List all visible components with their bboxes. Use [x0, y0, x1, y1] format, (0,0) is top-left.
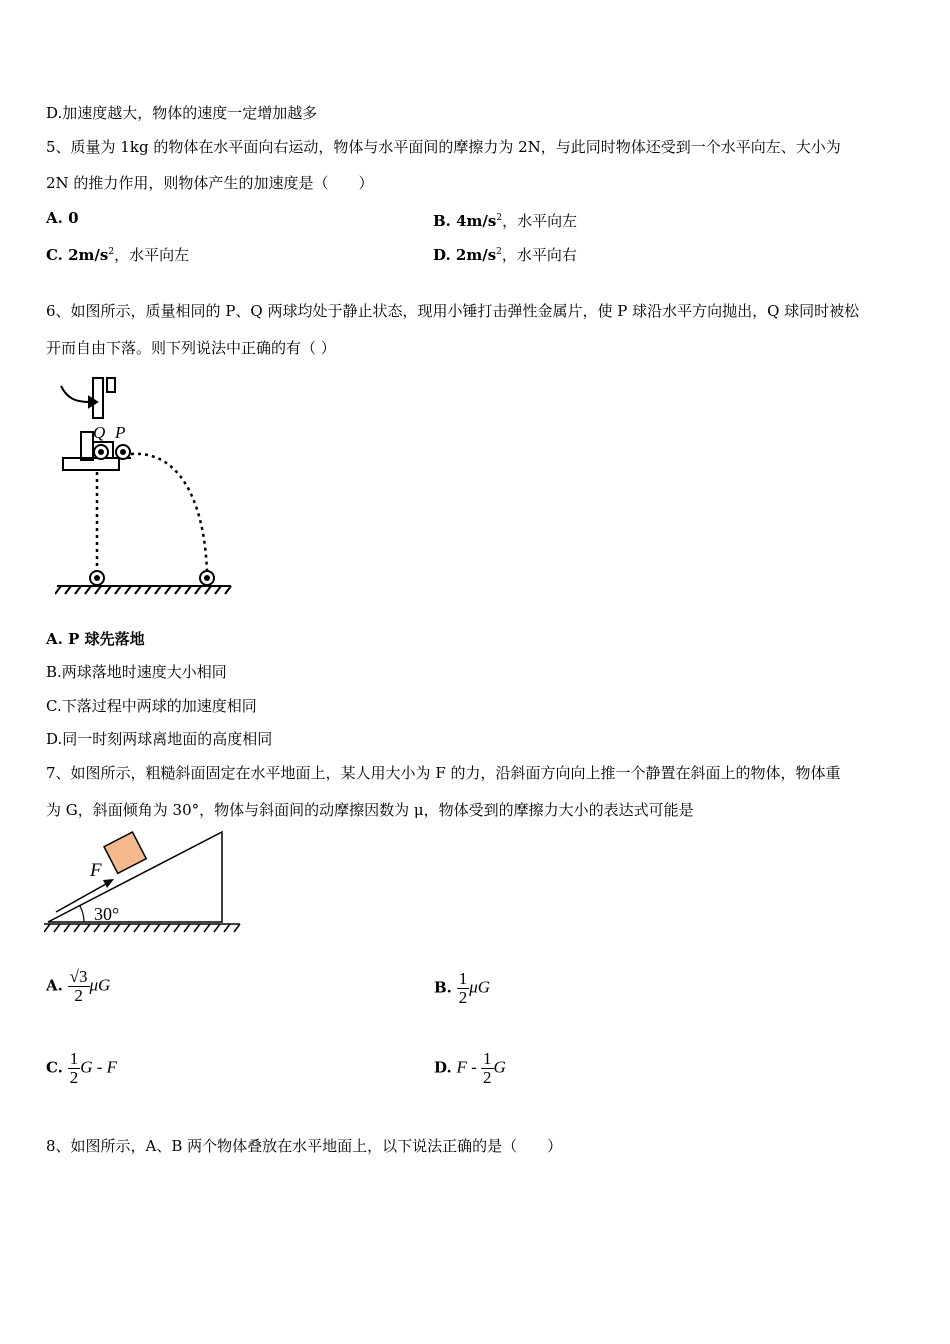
q7-option-c-fraction [68, 1050, 81, 1087]
q7-option-d-label: D. [434, 1058, 452, 1077]
label-f: F [90, 860, 102, 881]
q6-stem-line2: 开而自由下落。则下列说法中正确的有（ ） [46, 339, 336, 357]
q6-option-c: C.下落过程中两球的加速度相同 [46, 697, 257, 715]
q5-option-d-suffix: ，水平向右 [501, 246, 577, 264]
q7-stem-line2: 为 G，斜面倾角为 30°，物体与斜面间的动摩擦因数为 μ，物体受到的摩擦力大小的表达式可能是 [46, 801, 694, 819]
ground [55, 586, 231, 594]
p-trajectory [131, 454, 207, 572]
q4-option-d: D.加速度越大，物体的速度一定增加越多 [46, 104, 318, 122]
q7-option-b-label: B. [434, 978, 452, 997]
q7-option-a [46, 968, 110, 1005]
q6-option-b: B.两球落地时速度大小相同 [46, 663, 227, 681]
q5-option-b-prefix: B. 4m/s [433, 212, 497, 230]
q7-stem-line1: 7、如图所示，粗糙斜面固定在水平地面上，某人用大小为 F 的力，沿斜面方向向上推一个静置在斜面上的物体，物体重 [46, 764, 841, 782]
ball-q-ground [90, 571, 104, 585]
block-rect [104, 832, 146, 873]
label-angle: 30° [94, 904, 120, 924]
q7-option-c-tail: G - F [80, 1057, 118, 1077]
q7-option-b [434, 970, 490, 1007]
q7-option-c-den: 2 [69, 1068, 79, 1087]
q7-option-a-label: A. [46, 976, 63, 995]
q7-option-d-den: 2 [483, 1068, 492, 1087]
q5-option-d-sup: 2 [496, 247, 502, 257]
q8-stem-line1: 8、如图所示，A、B 两个物体叠放在水平地面上，以下说法正确的是（ ） [46, 1137, 563, 1155]
hammer-icon [61, 378, 115, 418]
q7-figure [44, 828, 244, 938]
q7-option-d [434, 1050, 506, 1087]
q7-option-d-fraction [481, 1050, 494, 1087]
angle-arc [80, 906, 84, 922]
q7-option-b-num: 1 [458, 969, 468, 988]
q7-option-c [46, 1050, 117, 1087]
ball-q-start [94, 445, 108, 459]
q6-option-d: D.同一时刻两球离地面的高度相同 [46, 730, 273, 748]
q5-option-b-sup: 2 [496, 213, 503, 223]
q5-option-d-prefix: D. 2m/s [433, 246, 497, 264]
q5-option-b-suffix: ，水平向左 [502, 212, 578, 230]
q5-option-b [433, 208, 577, 231]
q7-option-a-tail: μG [89, 975, 111, 995]
block [104, 832, 146, 873]
label-p: P [115, 423, 126, 442]
q5-option-a: A. 0 [46, 209, 79, 227]
q5-option-d [433, 242, 577, 265]
q6-stem-line1: 6、如图所示，质量相同的 P、Q 两球均处于静止状态，现用小锤打击弹性金属片，使 P 球沿水平方向抛出，Q 球同时被松 [46, 302, 860, 320]
q7-option-a-fraction [68, 968, 90, 1005]
q7-option-d-num: 1 [483, 1049, 492, 1068]
q5-option-c-sup: 2 [108, 247, 115, 257]
q7-option-d-tail: G [493, 1057, 506, 1077]
q5-stem-line1: 5、质量为 1kg 的物体在水平面向右运动，物体与水平面间的摩擦力为 2N，与此同时物体还受到一个水平向左、大小为 [46, 138, 841, 156]
q6-figure [55, 372, 240, 602]
q7-option-a-den: 2 [74, 986, 83, 1005]
force-arrowhead [103, 879, 114, 888]
q7-option-b-tail: μG [469, 977, 490, 997]
q5-option-c [46, 242, 189, 265]
q7-option-b-den: 2 [458, 988, 468, 1007]
q5-stem-line2: 2N 的推力作用，则物体产生的加速度是（ ） [46, 174, 374, 192]
q7-option-c-num: 1 [69, 1049, 79, 1068]
q5-option-c-suffix: ，水平向左 [114, 246, 190, 264]
incline-ground [44, 924, 240, 932]
ball-p-ground [200, 571, 214, 585]
q7-option-a-num: √3 [69, 967, 88, 986]
label-q: Q [93, 423, 106, 442]
q7-option-c-label: C. [46, 1058, 63, 1077]
q6-option-a: A. P 球先落地 [46, 630, 145, 648]
q7-option-d-head: F - [456, 1057, 482, 1077]
ball-p-start [116, 445, 130, 459]
q7-option-b-fraction [457, 970, 470, 1007]
q5-option-c-prefix: C. 2m/s [46, 246, 109, 264]
